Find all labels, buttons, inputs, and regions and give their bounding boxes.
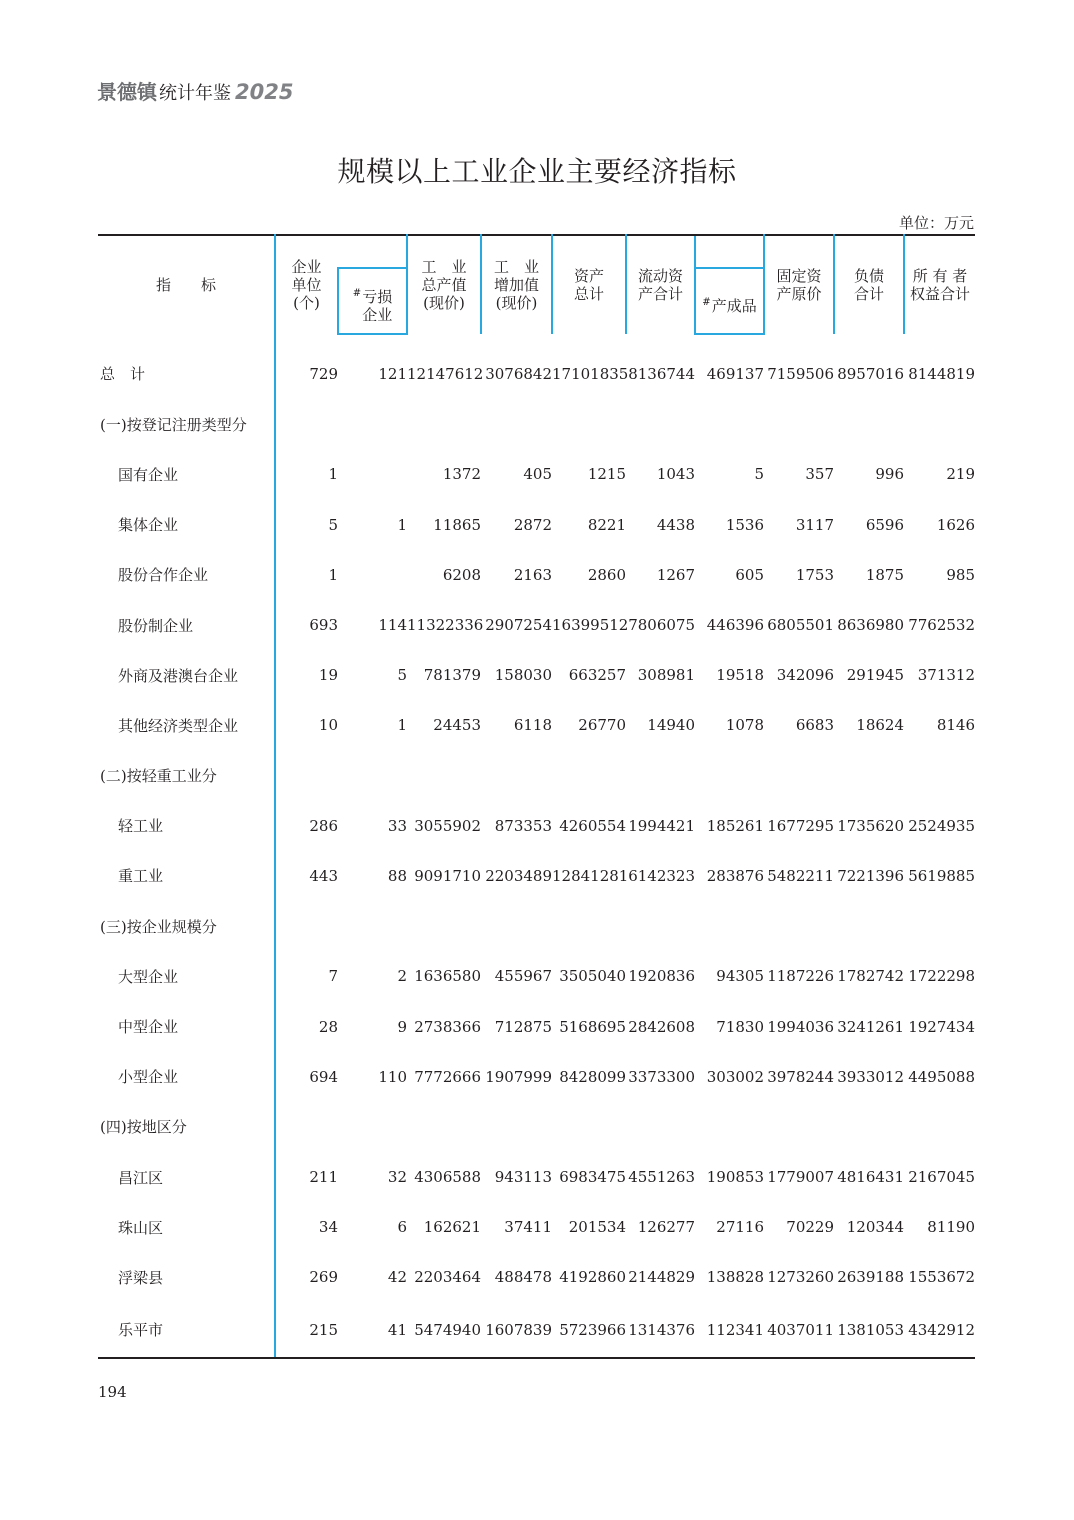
row-value: 3076842	[485, 364, 552, 383]
row-label: 轻工业	[118, 817, 164, 836]
row-value: 2524935	[908, 816, 975, 835]
row-label: 外商及港澳台企业	[118, 666, 239, 685]
row-value: 1553672	[908, 1268, 975, 1287]
table-row	[98, 1102, 975, 1152]
row-value: 8221	[587, 515, 626, 534]
row-value: 18624	[856, 716, 904, 735]
row-value: 943113	[494, 1168, 552, 1187]
page-number: 194	[98, 1383, 127, 1401]
row-value: 10	[275, 700, 338, 750]
row-value: 2203464	[414, 1268, 481, 1287]
row-label: 乐平市	[98, 1303, 275, 1358]
row-value: 446396	[706, 616, 764, 635]
row-value: 693	[275, 600, 338, 650]
row-label: 重工业	[118, 867, 164, 886]
row-value: 2167045	[908, 1168, 975, 1187]
row-value	[764, 901, 834, 951]
row-value	[904, 1102, 975, 1152]
row-value: 1273260	[767, 1268, 834, 1287]
row-value: 4192860	[559, 1268, 626, 1287]
row-value: 4260554	[559, 816, 626, 835]
row-value: 2203489	[485, 866, 552, 885]
table-row	[98, 1303, 975, 1358]
row-value: 7159506	[767, 364, 834, 383]
row-value: 1	[397, 515, 407, 534]
row-value	[904, 399, 975, 449]
row-value: 37411	[504, 1218, 552, 1237]
row-value	[338, 901, 407, 951]
row-value: 8957016	[837, 364, 904, 383]
row-value	[407, 1102, 481, 1152]
row-value	[338, 751, 407, 801]
row-value: 1267	[656, 565, 695, 584]
row-value: 2842608	[628, 1017, 695, 1036]
row-value: 19518	[716, 666, 764, 685]
row-value: 8636980	[837, 616, 904, 635]
row-label: 国有企业	[118, 465, 179, 484]
row-value: 308981	[637, 666, 695, 685]
row-value: 1372	[442, 465, 481, 484]
header-finished-goods: #产成品	[695, 268, 764, 334]
row-value: 34	[275, 1202, 338, 1252]
row-value: 201534	[568, 1218, 626, 1237]
indicators-table	[98, 234, 975, 1359]
row-value: 729	[275, 334, 338, 399]
row-label: 珠山区	[118, 1218, 164, 1237]
row-value: 1782742	[837, 967, 904, 986]
row-value: 405	[523, 465, 552, 484]
row-value: 985	[946, 565, 975, 584]
header-value-added: 工 业 增加值 (现价)	[481, 235, 552, 334]
row-value: 5168695	[559, 1017, 626, 1036]
row-value: 9	[397, 1017, 407, 1036]
row-value: 4438	[656, 515, 695, 534]
row-value: 4551263	[628, 1168, 695, 1187]
header-units: 企业 单位 (个)	[275, 235, 338, 334]
row-label: (四)按地区分	[100, 1118, 187, 1137]
row-value: 138828	[706, 1268, 764, 1287]
row-label: 其他经济类型企业	[118, 716, 239, 735]
row-value: 5619885	[908, 866, 975, 885]
table-row	[98, 1001, 975, 1051]
row-value: 112341	[695, 1303, 764, 1358]
table-row	[98, 951, 975, 1001]
row-value: 2639188	[837, 1268, 904, 1287]
row-value: 283876	[706, 866, 764, 885]
row-value: 1	[275, 449, 338, 499]
row-value: 6683	[795, 716, 834, 735]
row-value: 4342912	[904, 1303, 975, 1358]
row-value: 185261	[706, 816, 764, 835]
row-value: 1722298	[908, 967, 975, 986]
row-value: 162621	[423, 1218, 481, 1237]
row-value: 121	[378, 365, 407, 384]
row-value: 19	[275, 650, 338, 700]
row-value: 2907254	[485, 616, 552, 635]
row-value: 27116	[716, 1218, 764, 1237]
row-value: 1536	[725, 515, 764, 534]
row-value: 3978244	[767, 1067, 834, 1086]
row-value	[626, 901, 695, 951]
header-current-assets: 流动资 产合计	[626, 235, 695, 334]
row-value: 1994036	[767, 1017, 834, 1036]
row-value	[552, 901, 626, 951]
row-value: 211	[275, 1152, 338, 1202]
row-value: 1	[397, 716, 407, 735]
row-value: 4037011	[764, 1303, 834, 1358]
row-value	[626, 1102, 695, 1152]
row-value: 2	[397, 967, 407, 986]
row-value: 6142323	[628, 866, 695, 885]
table-row	[98, 1252, 975, 1302]
row-label: 大型企业	[118, 967, 179, 986]
row-value: 1875	[865, 565, 904, 584]
row-value: 28	[275, 1001, 338, 1051]
row-value: 4306588	[414, 1168, 481, 1187]
row-value: 1607839	[481, 1303, 552, 1358]
row-value	[695, 399, 764, 449]
row-value: 7221396	[837, 866, 904, 885]
row-value: 2860	[587, 565, 626, 584]
row-value: 286	[275, 801, 338, 851]
row-value: 781379	[423, 666, 481, 685]
row-value: 6596	[865, 515, 904, 534]
row-value	[338, 550, 407, 600]
row-value	[338, 399, 407, 449]
row-value	[834, 1102, 904, 1152]
table-row	[98, 801, 975, 851]
row-value: 873353	[494, 816, 552, 835]
row-value: 1920836	[628, 967, 695, 986]
row-value: 3505040	[559, 967, 626, 986]
row-value	[764, 751, 834, 801]
row-value: 110	[378, 1067, 407, 1086]
table-row	[98, 500, 975, 550]
row-value: 70229	[786, 1218, 834, 1237]
row-value: 2872	[513, 515, 552, 534]
unit-label: 单位：万元	[898, 214, 974, 232]
table-row	[98, 1202, 975, 1252]
yearbook-header	[97, 76, 293, 102]
row-value: 32	[387, 1168, 407, 1187]
row-value: 14940	[647, 716, 695, 735]
row-value: 94305	[716, 967, 764, 986]
header-finished-spacer	[695, 235, 764, 268]
row-value	[552, 399, 626, 449]
row-value: 5723966	[552, 1303, 626, 1358]
row-value: 24453	[433, 716, 481, 735]
row-value: 6805501	[767, 616, 834, 635]
row-value: 6118	[513, 716, 552, 735]
row-value: 3055902	[414, 816, 481, 835]
row-label: 股份制企业	[118, 616, 194, 635]
row-label: 股份合作企业	[118, 566, 209, 585]
row-value: 488478	[494, 1268, 552, 1287]
row-value	[695, 901, 764, 951]
row-value: 8428099	[559, 1067, 626, 1086]
row-value: 3241261	[837, 1017, 904, 1036]
row-value	[552, 1102, 626, 1152]
row-value: 1043	[656, 465, 695, 484]
row-value: 1753	[795, 565, 834, 584]
row-value: 215	[275, 1303, 338, 1358]
row-value: 1735620	[837, 816, 904, 835]
row-value: 158030	[494, 666, 552, 685]
row-value: 1215	[587, 465, 626, 484]
row-value: 26770	[578, 716, 626, 735]
row-value: 6	[397, 1218, 407, 1237]
row-value: 3933012	[837, 1067, 904, 1086]
row-value	[834, 399, 904, 449]
row-value	[481, 751, 552, 801]
table-row	[98, 700, 975, 750]
row-value: 81190	[927, 1218, 975, 1237]
row-label: (三)按企业规模分	[100, 917, 217, 936]
row-value: 4495088	[908, 1067, 975, 1086]
row-value: 5482211	[767, 866, 834, 885]
row-value: 2144829	[628, 1268, 695, 1287]
row-value: 7806075	[628, 616, 695, 635]
table-row	[98, 1052, 975, 1102]
row-value: 5	[397, 666, 407, 685]
row-value: 1779007	[767, 1168, 834, 1187]
row-value: 1626	[936, 515, 975, 534]
row-value: 88	[387, 866, 407, 885]
table-row	[98, 751, 975, 801]
row-value: 3117	[795, 515, 834, 534]
row-value: 7762532	[908, 616, 975, 635]
brand-name: 景德镇	[97, 80, 157, 104]
row-value	[407, 751, 481, 801]
row-value	[626, 751, 695, 801]
row-value	[834, 901, 904, 951]
row-value: 42	[387, 1268, 407, 1287]
table-row	[98, 600, 975, 650]
brand-year: 2025	[235, 80, 294, 104]
row-value: 455967	[494, 967, 552, 986]
row-value: 126277	[637, 1218, 695, 1237]
header-loss-spacer	[338, 235, 407, 268]
row-value: 694	[275, 1052, 338, 1102]
row-value: 5474940	[407, 1303, 481, 1358]
row-value: 5	[754, 465, 764, 484]
row-value: 41	[338, 1303, 407, 1358]
table-row	[98, 449, 975, 499]
table-row	[98, 399, 975, 449]
row-value: 120344	[846, 1218, 904, 1237]
row-value	[764, 399, 834, 449]
row-value	[904, 901, 975, 951]
row-value: 3373300	[628, 1067, 695, 1086]
table-row	[98, 901, 975, 951]
row-value	[338, 449, 407, 499]
row-value	[407, 901, 481, 951]
table-row	[98, 550, 975, 600]
table-row	[98, 851, 975, 901]
row-value: 17101835	[552, 364, 629, 383]
row-value	[626, 399, 695, 449]
row-value	[275, 901, 338, 951]
row-value	[695, 1102, 764, 1152]
row-value: 12147612	[407, 364, 484, 383]
row-value	[481, 1102, 552, 1152]
row-value: 5	[275, 500, 338, 550]
header-output: 工 业 总产值 (现价)	[407, 235, 481, 334]
header-loss: #亏损 企业	[338, 268, 407, 334]
row-label: (一)按登记注册类型分	[100, 415, 247, 434]
row-value: 1927434	[908, 1017, 975, 1036]
table-row	[98, 334, 975, 399]
row-value: 7772666	[414, 1067, 481, 1086]
header-fixed-assets: 固定资 产原价	[764, 235, 834, 334]
row-value: 303002	[706, 1067, 764, 1086]
row-value	[275, 1102, 338, 1152]
row-value: 4816431	[837, 1168, 904, 1187]
row-value: 1381053	[834, 1303, 904, 1358]
row-value: 9091710	[414, 866, 481, 885]
row-label: 总 计	[100, 365, 146, 384]
header-indicator: 指 标	[98, 235, 275, 334]
row-value: 8136744	[628, 364, 695, 383]
header-liabilities: 负债 合计	[834, 235, 904, 334]
table-row	[98, 1152, 975, 1202]
row-value: 1314376	[626, 1303, 695, 1358]
row-value: 8146	[936, 716, 975, 735]
row-value: 443	[275, 851, 338, 901]
row-label: 浮梁县	[118, 1268, 164, 1287]
row-value: 269	[275, 1252, 338, 1302]
row-value: 7	[275, 951, 338, 1001]
row-label: 中型企业	[118, 1018, 179, 1037]
table-row	[98, 650, 975, 700]
row-value: 342096	[776, 666, 834, 685]
row-value: 8144819	[908, 364, 975, 383]
row-value: 33	[387, 816, 407, 835]
row-value	[275, 751, 338, 801]
row-value: 1677295	[767, 816, 834, 835]
row-value: 1907999	[485, 1067, 552, 1086]
row-value	[407, 399, 481, 449]
row-value: 2738366	[414, 1017, 481, 1036]
row-label: 昌江区	[118, 1168, 164, 1187]
row-value	[481, 901, 552, 951]
row-value: 11322336	[407, 616, 484, 635]
row-value	[904, 751, 975, 801]
row-value: 114	[378, 616, 407, 635]
row-value	[764, 1102, 834, 1152]
row-value: 1078	[725, 716, 764, 735]
row-value: 6208	[442, 565, 481, 584]
row-label: (二)按轻重工业分	[100, 767, 217, 786]
row-value: 219	[946, 465, 975, 484]
row-value: 12841281	[552, 866, 629, 885]
row-value: 1	[275, 550, 338, 600]
row-value: 190853	[706, 1168, 764, 1187]
row-value: 357	[805, 465, 834, 484]
row-value: 71830	[716, 1017, 764, 1036]
row-value	[338, 1102, 407, 1152]
row-value	[552, 751, 626, 801]
row-label: 集体企业	[118, 516, 179, 535]
row-value: 1636580	[414, 967, 481, 986]
row-value: 663257	[568, 666, 626, 685]
row-value	[695, 751, 764, 801]
row-value: 1994421	[628, 816, 695, 835]
row-value: 371312	[917, 666, 975, 685]
row-value: 1187226	[767, 967, 834, 986]
row-value: 469137	[706, 365, 764, 384]
row-value: 712875	[494, 1017, 552, 1036]
row-value	[275, 399, 338, 449]
brand-subtitle: 统计年鉴	[159, 83, 231, 104]
page-title: 规模以上工业企业主要经济指标	[337, 155, 737, 188]
header-assets: 资产 总计	[552, 235, 626, 334]
row-value: 2163	[513, 565, 552, 584]
row-value: 16399512	[552, 616, 629, 635]
header-equity: 所 有 者 权益合计	[904, 235, 975, 334]
row-value: 291945	[846, 666, 904, 685]
row-value: 6983475	[559, 1168, 626, 1187]
row-value: 996	[875, 465, 904, 484]
row-value: 11865	[433, 515, 481, 534]
row-value	[481, 399, 552, 449]
row-value: 605	[735, 565, 764, 584]
row-value	[834, 751, 904, 801]
row-label: 小型企业	[118, 1068, 179, 1087]
